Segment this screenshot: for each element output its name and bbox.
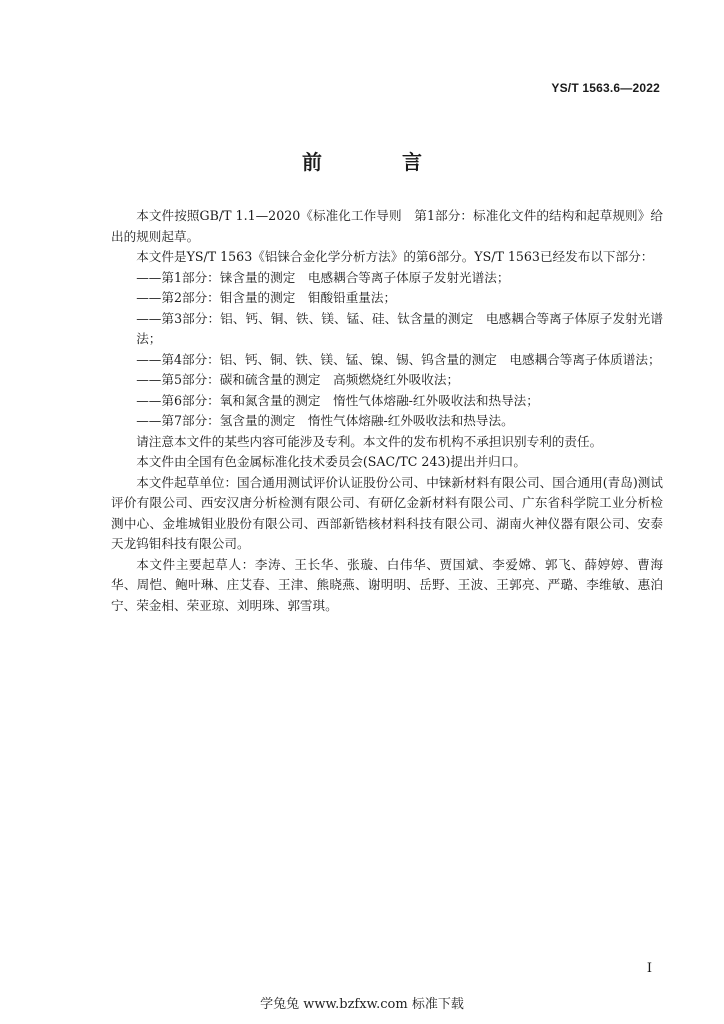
page-number: I — [646, 961, 652, 976]
list-item-part-6: ——第6部分：氧和氮含量的测定 惰性气体熔融-红外吸收法和热导法； — [136, 392, 539, 408]
paragraph-series-intro: 本文件是YS/T 1563《铝铼合金化学分析方法》的第6部分。YS/T 1563已经发布以下部分： — [136, 249, 654, 264]
paragraph-patent-notice: 请注意本文件的某些内容可能涉及专利。本文件的发布机构不承担识别专利的责任。 — [136, 433, 603, 449]
paragraph-drafting-units: 本文件起草单位：国合通用测试评价认证股份公司、中铼新材料有限公司、国合通用(青岛)测试评价有限公司、西安汉唐分析检测有限公司、有研亿金新材料有限公司、广东省科学院工业分析检测中心、金堆城钼业股份有限公司、西部新锆核材料科技有限公司、湖南火神仪器有限公司、安泰天龙钨钼科技有限公司。 — [111, 474, 663, 551]
footer-watermark: 学兔兔 www.bzfxw.com 标准下载 — [260, 997, 464, 1012]
list-item-part-5: ——第5部分：碳和硫含量的测定 高频燃烧红外吸收法； — [136, 372, 460, 387]
page-title: 前 言 — [302, 150, 452, 174]
paragraph-proposer: 本文件由全国有色金属标准化技术委员会(SAC/TC 243)提出并归口。 — [136, 454, 526, 469]
paragraph-drafters: 本文件主要起草人：李涛、王长华、张璇、白伟华、贾国斌、李爱嫦、郭飞、薛婷婷、曹海华、周恺、鲍叶琳、庄艾春、王津、熊晓燕、谢明明、岳野、王波、王郭亮、严璐、李维敏、惠泊宁、荣金相、荣亚琼、刘明珠、郭雪琪。 — [111, 556, 663, 613]
paragraph-drafting-rules: 本文件按照GB/T 1.1—2020《标准化工作导则 第1部分：标准化文件的结构和起草规则》给出的规则起草。 — [111, 208, 663, 244]
document-body — [111, 206, 663, 616]
list-item-part-7: ——第7部分：氢含量的测定 惰性气体熔融-红外吸收法和热导法。 — [136, 413, 514, 428]
list-item-part-1: ——第1部分：铼含量的测定 电感耦合等离子体原子发射光谱法； — [136, 269, 510, 285]
list-item-part-2: ——第2部分：钼含量的测定 钼酸铅重量法； — [136, 290, 397, 305]
standard-code: YS/T 1563.6—2022 — [551, 81, 660, 95]
list-item-part-3: ——第3部分：铝、钙、铜、铁、镁、锰、硅、钛含量的测定 电感耦合等离子体原子发射光谱法； — [136, 310, 663, 346]
list-item-part-4: ——第4部分：铝、钙、铜、铁、镁、锰、镍、锡、钨含量的测定 电感耦合等离子体质谱法； — [136, 351, 661, 367]
